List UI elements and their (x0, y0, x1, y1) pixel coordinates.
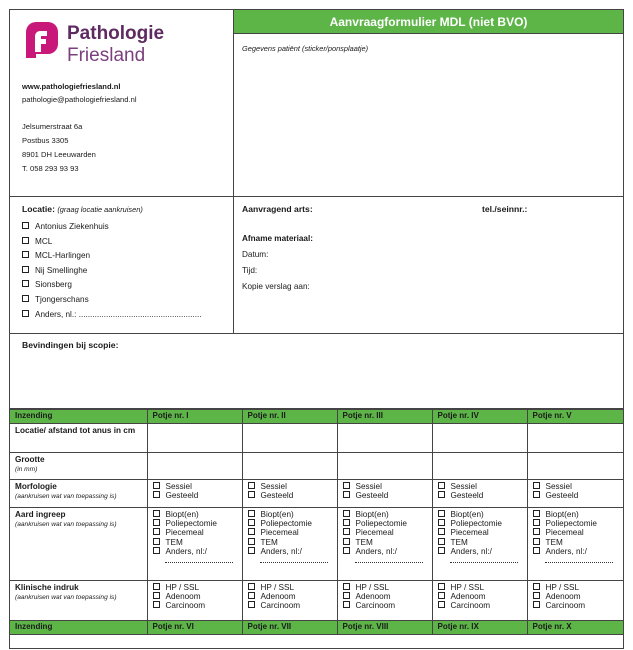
checkbox-icon[interactable] (248, 547, 255, 554)
address-line: 8901 DH Leeuwarden (22, 150, 96, 159)
inzending-table (10, 409, 623, 635)
checkbox-label: Gesteeld (450, 491, 484, 501)
table-header-cell: Potje nr. III (337, 410, 432, 424)
checkbox-label: HP / SSL (545, 583, 580, 592)
checkbox-icon[interactable] (438, 538, 445, 545)
checkbox-label: Sessiel (355, 482, 382, 491)
checkbox-label: Anders, nl:/ (260, 546, 302, 556)
row-label: Morfologie (15, 482, 57, 491)
patient-sticker-field[interactable] (234, 34, 623, 197)
checkbox-label: Sessiel (260, 482, 287, 491)
table-row (10, 453, 623, 480)
checkbox-icon[interactable] (533, 547, 540, 554)
checkbox-label: Anders, nl:/ (355, 546, 397, 556)
checkbox-icon[interactable] (438, 491, 445, 498)
table-header-cell: Inzending (10, 410, 147, 424)
locatie-option[interactable]: Anders, nl.: ...................................................... (22, 308, 221, 323)
checkbox-label: TEM (355, 537, 373, 547)
checkbox-icon[interactable] (533, 538, 540, 545)
option-cell[interactable] (527, 480, 623, 508)
input-cell[interactable] (432, 453, 527, 480)
checkbox-label: Carcinoom (260, 601, 301, 611)
checkbox-option[interactable] (438, 592, 524, 601)
checkbox-option[interactable] (153, 510, 239, 519)
checkbox-option[interactable] (343, 482, 429, 491)
checkbox-label: Anders, nl:/ (450, 546, 492, 556)
checkbox-icon[interactable] (533, 592, 540, 599)
anders-fill-line[interactable] (165, 558, 233, 563)
checkbox-icon[interactable] (153, 583, 160, 590)
checkbox-option[interactable] (153, 601, 239, 610)
checkbox-icon[interactable] (153, 538, 160, 545)
checkbox-icon[interactable] (248, 583, 255, 590)
checkbox-option[interactable] (533, 528, 621, 537)
checkbox-icon[interactable] (153, 601, 160, 608)
locatie-option[interactable]: Tjongerschans (22, 293, 221, 308)
option-cell[interactable] (242, 508, 337, 581)
locatie-section (10, 197, 234, 334)
checkbox-label: Biopt(en) (450, 510, 484, 519)
arts-label: Aanvragend arts: (242, 204, 313, 214)
anders-fill-line[interactable] (260, 558, 328, 563)
checkbox-icon[interactable] (438, 583, 445, 590)
checkbox-icon[interactable] (248, 592, 255, 599)
checkbox-icon[interactable] (533, 519, 540, 526)
input-cell[interactable] (242, 453, 337, 480)
row-label: Grootte (15, 455, 45, 464)
datum-field[interactable]: Datum: (242, 250, 269, 259)
checkbox-option[interactable] (153, 547, 239, 556)
checkbox-option[interactable] (343, 491, 429, 500)
locatie-option[interactable]: Nij Smellinghe (22, 264, 221, 279)
table-header-cell: Potje nr. II (242, 410, 337, 424)
checkbox-option[interactable] (248, 528, 334, 537)
checkbox-icon[interactable] (438, 547, 445, 554)
table-row (10, 424, 623, 453)
checkbox-label: Adenoom (450, 592, 486, 602)
option-cell[interactable] (432, 480, 527, 508)
kopie-field[interactable]: Kopie verslag aan: (242, 282, 310, 291)
patient-label: Gegevens patiënt (sticker/ponsplaatje) (242, 44, 369, 53)
website-link[interactable]: www.pathologiefriesland.nl (22, 82, 121, 91)
checkbox-label: Adenoom (165, 592, 201, 602)
checkbox-option[interactable] (343, 519, 429, 528)
table-header-cell: Potje nr. IV (432, 410, 527, 424)
table-header-cell: Potje nr. V (527, 410, 623, 424)
pathologie-logo-icon (22, 22, 58, 58)
checkbox-option[interactable] (343, 538, 429, 547)
checkbox-option[interactable] (343, 528, 429, 537)
input-cell[interactable] (527, 453, 623, 480)
option-cell[interactable] (527, 581, 623, 621)
checkbox-option[interactable] (438, 528, 524, 537)
checkbox-option[interactable] (153, 592, 239, 601)
checkbox-label: Gesteeld (165, 491, 199, 501)
checkbox-label: Poliepectomie (450, 519, 502, 529)
checkbox-label: Piecemeal (260, 528, 299, 538)
checkbox-label: Adenoom (545, 592, 581, 602)
checkbox-label: Poliepectomie (260, 519, 312, 529)
table-header-cell: Potje nr. VI (147, 621, 242, 635)
checkbox-label: Biopt(en) (165, 510, 199, 519)
input-cell[interactable] (527, 424, 623, 453)
checkbox-option[interactable] (533, 601, 621, 610)
checkbox-label: Carcinoom (450, 601, 491, 611)
email-link[interactable]: pathologie@pathologiefriesland.nl (22, 94, 137, 104)
checkbox-option[interactable] (248, 491, 334, 500)
checkbox-option[interactable] (343, 547, 429, 556)
checkbox-icon[interactable] (438, 519, 445, 526)
table-header-cell: Potje nr. VIII (337, 621, 432, 635)
checkbox-label: TEM (165, 537, 183, 547)
form-title: Aanvraagformulier MDL (niet BVO) (234, 10, 623, 34)
checkbox-label: TEM (260, 537, 278, 547)
checkbox-icon[interactable] (153, 547, 160, 554)
logo (22, 22, 233, 65)
checkbox-icon[interactable] (22, 310, 29, 317)
checkbox-option[interactable] (533, 592, 621, 601)
checkbox-icon[interactable] (343, 528, 350, 535)
aanvragend-arts-section[interactable] (234, 197, 623, 334)
checkbox-icon[interactable] (343, 491, 350, 498)
checkbox-label: Anders, nl:/ (545, 546, 587, 556)
row-label: Aard ingreep (15, 510, 66, 519)
locatie-label: Locatie: (22, 204, 55, 214)
locatie-hint: (graag locatie aankruisen) (57, 205, 143, 214)
row-hint: (aankruisen wat van toepassing is) (15, 493, 117, 500)
checkbox-label: Carcinoom (355, 601, 396, 611)
checkbox-option[interactable] (248, 583, 334, 592)
row-hint: (aankruisen wat van toepassing is) (15, 521, 117, 528)
option-cell[interactable] (242, 480, 337, 508)
anders-fill-line[interactable] (355, 558, 423, 563)
checkbox-label: Biopt(en) (260, 510, 294, 519)
table-header-cell: Inzending (10, 621, 147, 635)
checkbox-icon[interactable] (153, 510, 160, 517)
checkbox-option[interactable] (153, 583, 239, 592)
checkbox-icon[interactable] (22, 280, 29, 287)
checkbox-icon[interactable] (533, 482, 540, 489)
checkbox-option[interactable] (533, 482, 621, 491)
option-cell[interactable] (337, 581, 432, 621)
form-frame (9, 9, 624, 649)
input-cell[interactable] (147, 424, 242, 453)
anders-fill-line[interactable] (450, 558, 518, 563)
checkbox-icon[interactable] (248, 538, 255, 545)
checkbox-icon[interactable] (248, 491, 255, 498)
checkbox-icon[interactable] (343, 583, 350, 590)
locatie-option[interactable]: Sionsberg (22, 278, 221, 293)
table-header-row (10, 410, 623, 424)
checkbox-option[interactable] (248, 510, 334, 519)
address-line: Postbus 3305 (22, 136, 69, 145)
afname-label: Afname materiaal: (242, 234, 313, 243)
checkbox-option[interactable] (153, 528, 239, 537)
checkbox-label: HP / SSL (450, 583, 485, 592)
checkbox-icon[interactable] (343, 482, 350, 489)
checkbox-label: Piecemeal (450, 528, 489, 538)
row-label: Locatie/ afstand tot anus in cm (15, 426, 136, 435)
checkbox-icon[interactable] (22, 295, 29, 302)
checkbox-label: Adenoom (260, 592, 296, 602)
checkbox-label: Poliepectomie (545, 519, 597, 529)
scopie-label: Bevindingen bij scopie: (22, 340, 119, 350)
locatie-option[interactable]: Antonius Ziekenhuis (22, 220, 221, 235)
checkbox-icon[interactable] (533, 491, 540, 498)
checkbox-icon[interactable] (248, 601, 255, 608)
table-row (10, 480, 623, 508)
checkbox-option[interactable] (248, 538, 334, 547)
checkbox-icon[interactable] (153, 528, 160, 535)
checkbox-option[interactable] (343, 583, 429, 592)
checkbox-icon[interactable] (343, 547, 350, 554)
checkbox-option[interactable] (438, 601, 524, 610)
checkbox-option[interactable] (438, 538, 524, 547)
locatie-option[interactable]: MCL-Harlingen (22, 249, 221, 264)
option-cell[interactable] (432, 581, 527, 621)
checkbox-option[interactable] (533, 519, 621, 528)
checkbox-option[interactable] (438, 519, 524, 528)
table-header-cell: Potje nr. I (147, 410, 242, 424)
phone-number: T. 058 293 93 93 (22, 164, 79, 173)
checkbox-icon[interactable] (343, 601, 350, 608)
option-cell[interactable] (337, 480, 432, 508)
checkbox-option[interactable] (533, 510, 621, 519)
checkbox-icon[interactable] (438, 592, 445, 599)
row-hint: (aankruisen wat van toepassing is) (15, 594, 117, 601)
checkbox-icon[interactable] (533, 601, 540, 608)
checkbox-label: Piecemeal (355, 528, 394, 538)
checkbox-icon[interactable] (248, 482, 255, 489)
checkbox-icon[interactable] (343, 538, 350, 545)
checkbox-icon[interactable] (248, 528, 255, 535)
checkbox-label: Sessiel (450, 482, 477, 491)
checkbox-icon[interactable] (438, 601, 445, 608)
checkbox-option[interactable] (343, 510, 429, 519)
checkbox-option[interactable] (533, 491, 621, 500)
input-cell[interactable] (147, 453, 242, 480)
table-header-cell: Potje nr. VII (242, 621, 337, 635)
checkbox-option[interactable] (248, 592, 334, 601)
checkbox-label: Poliepectomie (355, 519, 407, 529)
checkbox-icon[interactable] (153, 592, 160, 599)
checkbox-label: Carcinoom (165, 601, 206, 611)
checkbox-label: TEM (545, 537, 563, 547)
checkbox-icon[interactable] (438, 528, 445, 535)
checkbox-label: Piecemeal (165, 528, 204, 538)
checkbox-label: Piecemeal (545, 528, 584, 538)
checkbox-option[interactable] (248, 482, 334, 491)
option-cell[interactable] (337, 508, 432, 581)
checkbox-icon[interactable] (343, 510, 350, 517)
checkbox-icon[interactable] (22, 237, 29, 244)
input-cell[interactable] (337, 453, 432, 480)
option-cell[interactable] (147, 480, 242, 508)
input-cell[interactable] (242, 424, 337, 453)
checkbox-icon[interactable] (22, 251, 29, 258)
checkbox-label: Carcinoom (545, 601, 586, 611)
input-cell[interactable] (432, 424, 527, 453)
option-cell[interactable] (147, 581, 242, 621)
brand-name-line1: Pathologie (67, 23, 165, 44)
checkbox-icon[interactable] (22, 266, 29, 273)
checkbox-option[interactable] (153, 491, 239, 500)
table-footer-row (10, 621, 623, 635)
checkbox-option[interactable] (153, 519, 239, 528)
checkbox-option[interactable] (153, 538, 239, 547)
checkbox-label: Gesteeld (260, 491, 294, 501)
checkbox-option[interactable] (248, 601, 334, 610)
checkbox-option[interactable] (533, 538, 621, 547)
checkbox-option[interactable] (438, 583, 524, 592)
checkbox-option[interactable] (438, 482, 524, 491)
checkbox-icon[interactable] (438, 510, 445, 517)
option-cell[interactable] (432, 508, 527, 581)
checkbox-label: Biopt(en) (355, 510, 389, 519)
row-label: Klinische indruk (15, 583, 79, 592)
checkbox-icon[interactable] (153, 491, 160, 498)
checkbox-label: HP / SSL (165, 583, 200, 592)
table-header-cell: Potje nr. X (527, 621, 623, 635)
option-cell[interactable] (242, 581, 337, 621)
brand-name-line2: Friesland (67, 45, 146, 66)
logo-area (10, 10, 234, 197)
checkbox-option[interactable] (343, 592, 429, 601)
table-row (10, 508, 623, 581)
checkbox-icon[interactable] (153, 482, 160, 489)
checkbox-icon[interactable] (248, 510, 255, 517)
option-cell[interactable] (147, 508, 242, 581)
option-cell[interactable] (527, 508, 623, 581)
checkbox-label: Sessiel (545, 482, 572, 491)
checkbox-label: Gesteeld (545, 491, 579, 501)
checkbox-label: Anders, nl:/ (165, 546, 207, 556)
scopie-field[interactable] (10, 334, 623, 409)
table-row (10, 581, 623, 621)
table-header-cell: Potje nr. IX (432, 621, 527, 635)
checkbox-icon[interactable] (438, 482, 445, 489)
checkbox-icon[interactable] (533, 583, 540, 590)
checkbox-label: Gesteeld (355, 491, 389, 501)
checkbox-label: HP / SSL (260, 583, 295, 592)
checkbox-label: Poliepectomie (165, 519, 217, 529)
checkbox-option[interactable] (248, 519, 334, 528)
checkbox-label: Adenoom (355, 592, 391, 602)
input-cell[interactable] (337, 424, 432, 453)
checkbox-icon[interactable] (248, 519, 255, 526)
row-hint: (in mm) (15, 466, 38, 473)
address-line: Jelsumerstraat 6a (22, 122, 83, 131)
checkbox-option[interactable] (248, 547, 334, 556)
checkbox-icon[interactable] (22, 222, 29, 229)
checkbox-label: Sessiel (165, 482, 192, 491)
checkbox-icon[interactable] (153, 519, 160, 526)
checkbox-icon[interactable] (343, 592, 350, 599)
checkbox-label: HP / SSL (355, 583, 390, 592)
checkbox-option[interactable] (438, 510, 524, 519)
checkbox-option[interactable] (533, 547, 621, 556)
checkbox-icon[interactable] (343, 519, 350, 526)
checkbox-option[interactable] (343, 601, 429, 610)
checkbox-option[interactable] (533, 583, 621, 592)
tijd-field[interactable]: Tijd: (242, 266, 258, 275)
checkbox-label: TEM (450, 537, 468, 547)
anders-fill-line[interactable] (545, 558, 613, 563)
locatie-option[interactable]: MCL (22, 235, 221, 250)
checkbox-icon[interactable] (533, 528, 540, 535)
checkbox-option[interactable] (153, 482, 239, 491)
checkbox-icon[interactable] (533, 510, 540, 517)
checkbox-option[interactable] (438, 491, 524, 500)
checkbox-label: Biopt(en) (545, 510, 579, 519)
tel-label: tel./seinnr.: (482, 204, 528, 214)
checkbox-option[interactable] (438, 547, 524, 556)
